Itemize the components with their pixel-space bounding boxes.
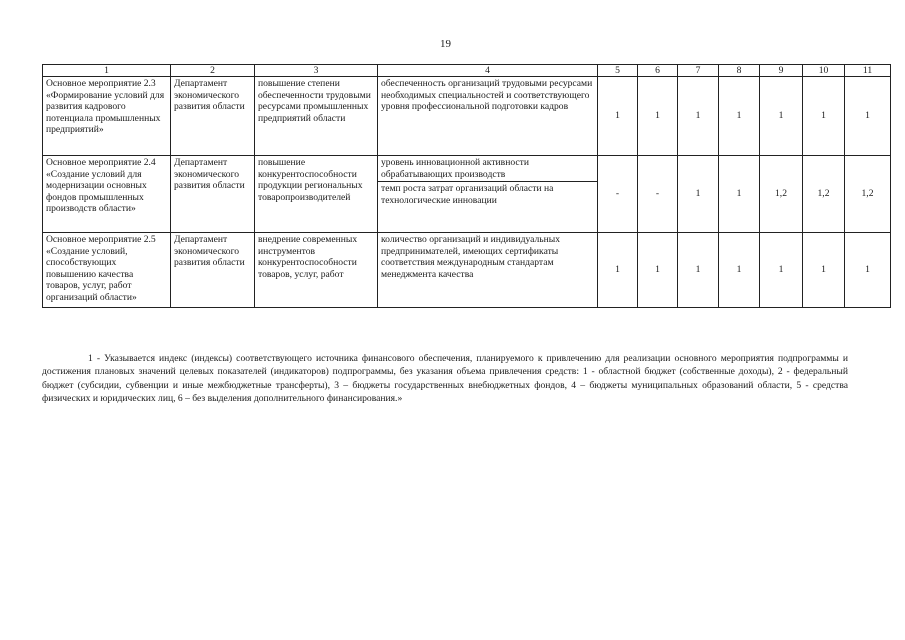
column-header: 8 <box>719 65 760 77</box>
value-cell: 1 <box>678 156 719 233</box>
indicator-text: уровень инновационной активности обрабатывающих производств <box>381 157 529 180</box>
value-cell: 1 <box>638 233 678 308</box>
value-cell: 1 <box>719 156 760 233</box>
indicator-cell <box>378 77 598 156</box>
value-cell: 1 <box>845 77 891 156</box>
executor-cell: Департамент экономического развития области <box>171 77 255 156</box>
table-row <box>43 233 891 308</box>
value-cell: 1 <box>678 233 719 308</box>
value-cell: - <box>598 156 638 233</box>
indicator-text: темп роста затрат организаций области на технологические инновации <box>378 181 597 207</box>
indicator-cell <box>378 156 598 233</box>
value-cell: 1 <box>638 77 678 156</box>
column-header: 10 <box>803 65 845 77</box>
column-header: 1 <box>43 65 171 77</box>
value-cell: 1,2 <box>845 156 891 233</box>
indicator-cell <box>378 233 598 308</box>
measure-cell: Основное мероприятие 2.5 «Создание условий, способствующих повышению качества товаров, услуг, работ организаций области» <box>43 233 171 308</box>
column-header: 4 <box>378 65 598 77</box>
table-row <box>43 156 891 233</box>
result-cell: повышение конкурентоспособности продукции региональных товаропроизводителей <box>255 156 378 233</box>
measure-cell: Основное мероприятие 2.3 «Формирование условий для развития кадрового потенциала промышленных предприятий» <box>43 77 171 156</box>
value-cell: 1,2 <box>803 156 845 233</box>
executor-cell: Департамент экономического развития области <box>171 233 255 308</box>
value-cell: 1,2 <box>760 156 803 233</box>
column-header: 7 <box>678 65 719 77</box>
column-header: 6 <box>638 65 678 77</box>
column-header: 2 <box>171 65 255 77</box>
value-cell: 1 <box>845 233 891 308</box>
header-row <box>43 65 891 77</box>
value-cell: 1 <box>803 233 845 308</box>
column-header: 3 <box>255 65 378 77</box>
table-row <box>43 77 891 156</box>
indicator-text: количество организаций и индивидуальных предпринимателей, имеющих сертификаты соответствия международным стандартам менеджмента качества <box>381 234 561 280</box>
footnote: 1 - Указывается индекс (индексы) соответствующего источника финансового обеспечения, планируемого к привлечению для реализации основного мероприятия подпрограммы и достижения плановых значений целевых показателей (индикаторов) подпрограммы, без указания объема привлечения средств: 1 - областной бюджет (собственные доходы), 2 - федеральный бюджет (субсидии, субвенции и иные межбюджетные трансферты), 3 – бюджеты государственных внебюджетных фондов, 4 – бюджеты муниципальных образований области, 5 - средства физических и юридических лиц, 6 – без выделения дополнительного финансирования.» <box>42 352 848 405</box>
value-cell: 1 <box>678 77 719 156</box>
measures-table <box>42 64 891 308</box>
value-cell: 1 <box>760 233 803 308</box>
value-cell: - <box>638 156 678 233</box>
value-cell: 1 <box>719 77 760 156</box>
column-header: 5 <box>598 65 638 77</box>
measure-cell: Основное мероприятие 2.4 «Создание условий для модернизации основных фондов промышленных производств области» <box>43 156 171 233</box>
value-cell: 1 <box>719 233 760 308</box>
result-cell: повышение степени обеспеченности трудовыми ресурсами промышленных предприятий области <box>255 77 378 156</box>
value-cell: 1 <box>598 77 638 156</box>
value-cell: 1 <box>760 77 803 156</box>
executor-cell: Департамент экономического развития области <box>171 156 255 233</box>
column-header: 9 <box>760 65 803 77</box>
column-header: 11 <box>845 65 891 77</box>
value-cell: 1 <box>598 233 638 308</box>
page-number: 19 <box>440 38 451 50</box>
indicator-text: обеспеченность организаций трудовыми ресурсами необходимых специальностей и соответствующего уровня профессиональной подготовки кадров <box>381 78 593 113</box>
value-cell: 1 <box>803 77 845 156</box>
result-cell: внедрение современных инструментов конкурентоспособности товаров, услуг, работ <box>255 233 378 308</box>
